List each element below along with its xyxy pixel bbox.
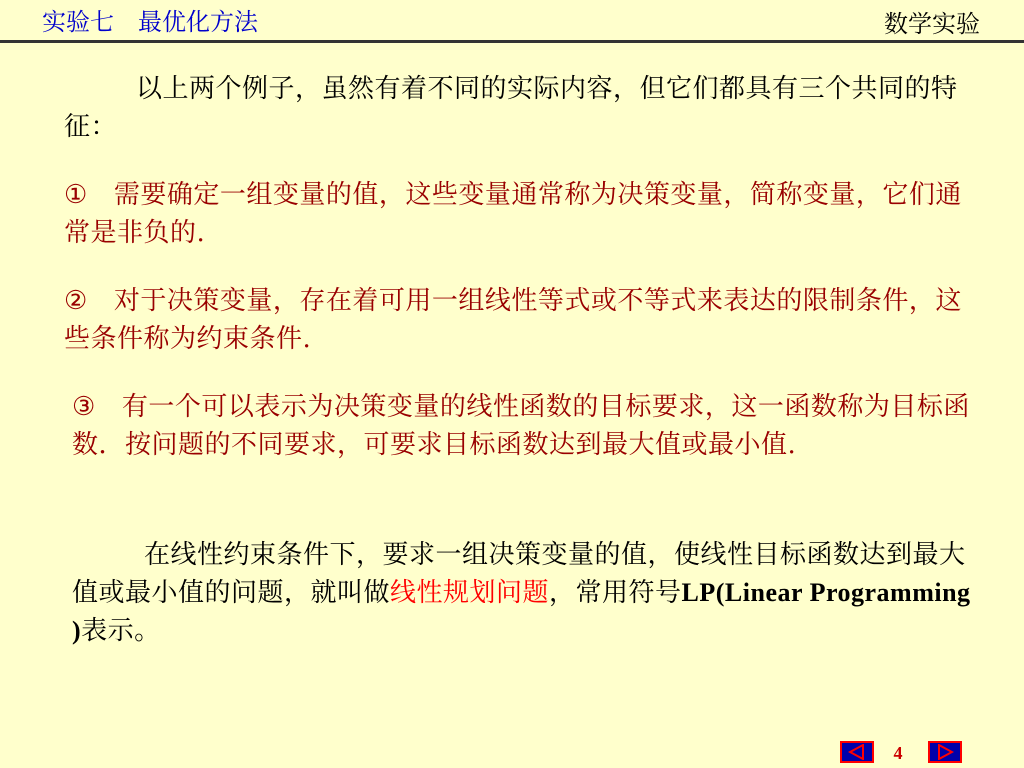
highlighted-term: 线性规划问题 — [390, 578, 550, 608]
intro-paragraph — [64, 70, 964, 146]
left-triangle-icon — [848, 744, 866, 760]
lp-abbreviation: LP(Linear Programming ) — [72, 578, 971, 645]
feature-text: 需要确定一组变量的值，这些变量通常称为决策变量，简称变量，它们通常是非负的. — [64, 180, 962, 248]
header-divider — [0, 40, 1024, 43]
right-triangle-icon — [936, 744, 954, 760]
chapter-title: 实验七 最优化方法 — [42, 8, 258, 36]
intro-text: 以上两个例子，虽然有着不同的实际内容，但它们都具有三个共同的特征： — [64, 74, 958, 142]
conclusion-text-1: 在线性约束条件下，要求一组决策变量的值，使线性目标函数达到最大值或最小值的问题，就叫做 — [72, 540, 966, 608]
feature-marker: ② — [64, 286, 88, 316]
page-number: 4 — [893, 743, 903, 763]
feature-item-3 — [72, 388, 972, 464]
next-slide-button[interactable] — [928, 741, 962, 763]
course-title: 数学实验 — [884, 10, 980, 38]
feature-text: 有一个可以表示为决策变量的线性函数的目标要求，这一函数称为目标函数．按问题的不同要求，可要求目标函数达到最大值或最小值. — [72, 392, 970, 460]
prev-slide-button[interactable] — [840, 741, 874, 763]
feature-text: 对于决策变量，存在着可用一组线性等式或不等式来表达的限制条件，这些条件称为约束条件. — [64, 286, 962, 354]
conclusion-text-2: ，常用符号 — [549, 578, 682, 608]
conclusion-paragraph — [72, 536, 972, 650]
feature-item-1 — [64, 176, 964, 252]
conclusion-text-3: 表示。 — [81, 616, 161, 646]
feature-marker: ③ — [72, 392, 96, 422]
feature-item-2 — [64, 282, 964, 358]
feature-marker: ① — [64, 180, 88, 210]
